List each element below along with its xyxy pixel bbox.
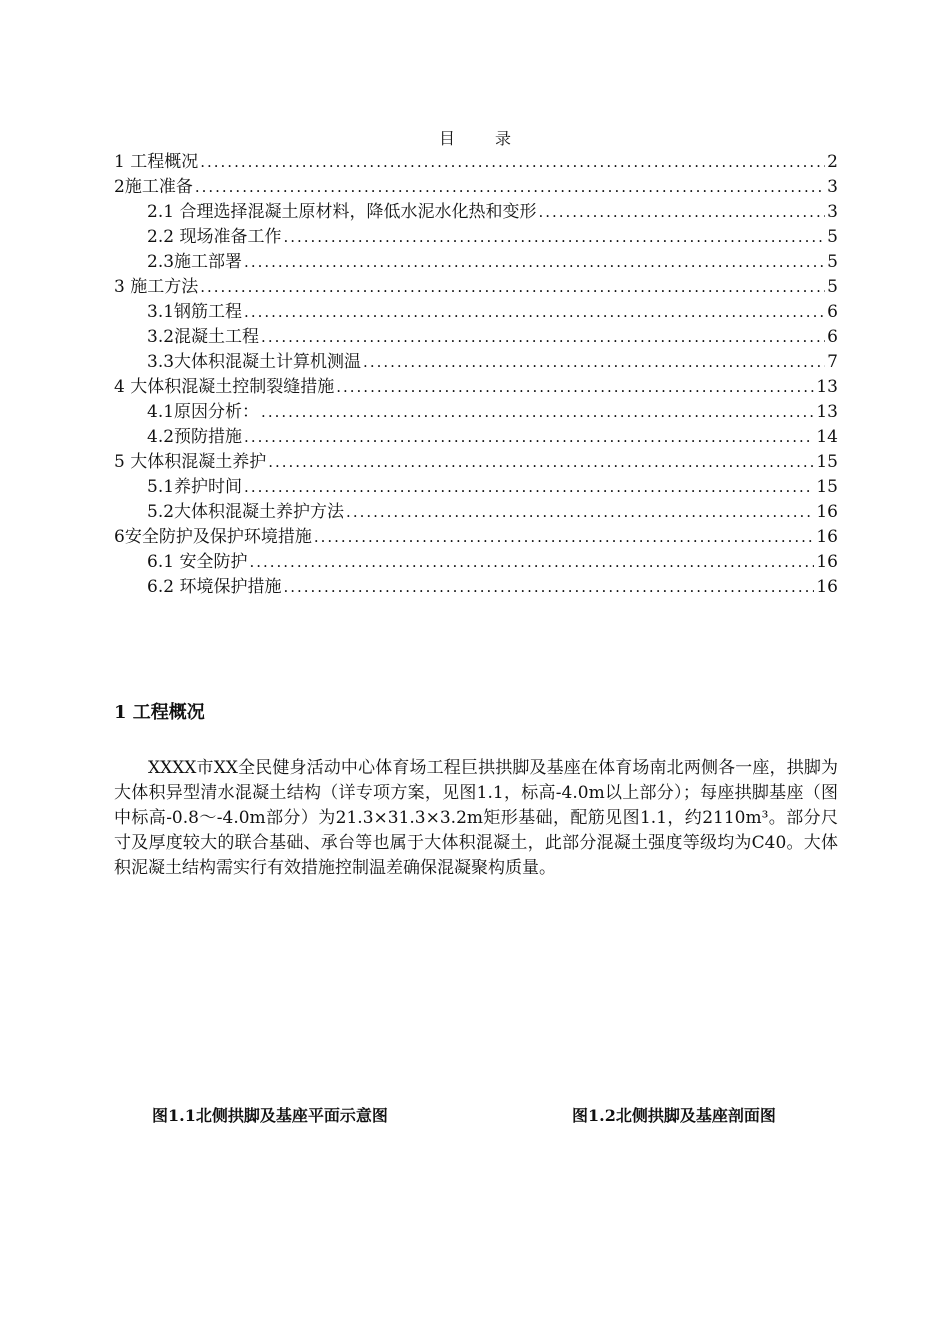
toc-leader-dots — [200, 275, 825, 300]
toc-leader-dots — [244, 425, 814, 450]
toc-entry-label: 5.2大体积混凝土养护方法 — [147, 502, 345, 522]
toc-leader-dots — [314, 525, 815, 550]
toc-entry[interactable] — [114, 375, 838, 400]
toc-entry-label: 2施工准备 — [114, 177, 193, 197]
toc-entry-page: 15 — [816, 477, 838, 497]
toc-entry[interactable] — [114, 550, 838, 575]
toc-leader-dots — [346, 500, 814, 525]
toc-entry-page: 5 — [827, 277, 838, 297]
toc-entry[interactable] — [114, 200, 838, 225]
table-of-contents — [114, 150, 838, 600]
toc-entry[interactable] — [114, 275, 838, 300]
figure-caption-plan: 图1.1北侧拱脚及基座平面示意图 — [152, 1106, 388, 1125]
toc-entry[interactable] — [114, 425, 838, 450]
toc-entry[interactable] — [114, 300, 838, 325]
toc-entry-page: 7 — [827, 352, 838, 372]
toc-entry-label: 5 大体积混凝土养护 — [114, 452, 267, 472]
toc-entry-label: 3 施工方法 — [114, 277, 199, 297]
toc-entry-page: 16 — [816, 577, 838, 597]
toc-entry[interactable] — [114, 175, 838, 200]
body-paragraph: XXXX市XX全民健身活动中心体育场工程巨拱拱脚及基座在体育场南北两侧各一座，拱脚为大体积异型清水混凝土结构（详专项方案，见图1.1，标高-4.0m以上部分）；每座拱脚基座（图中标高-0.8～-4.0m部分）为21.3×31.3×3.2m矩形基础，配筋见图1.1，约2110m³。部分尺寸及厚度较大的联合基础、承台等也属于大体积混凝土，此部分混凝土强度等级均为C40。大体积泥凝土结构需实行有效措施控制温差确保混凝聚构质量。 — [114, 758, 838, 878]
toc-entry-page: 16 — [816, 502, 838, 522]
toc-leader-dots — [200, 150, 825, 175]
toc-title-char: 录 — [495, 129, 512, 148]
toc-entry[interactable] — [114, 150, 838, 175]
toc-entry-label: 3.3大体积混凝土计算机测温 — [147, 352, 362, 372]
toc-entry-page: 15 — [816, 452, 838, 472]
toc-title-char: 目 — [438, 129, 455, 148]
toc-entry-page: 13 — [816, 402, 838, 422]
toc-entry-page: 13 — [816, 377, 838, 397]
toc-entry-page: 2 — [827, 152, 838, 172]
toc-entry-label: 2.2 现场准备工作 — [147, 227, 282, 247]
toc-entry[interactable] — [114, 450, 838, 475]
toc-entry[interactable] — [114, 400, 838, 425]
toc-entry-label: 4.1原因分析： — [147, 402, 260, 422]
toc-entry-page: 5 — [827, 252, 838, 272]
toc-entry[interactable] — [114, 475, 838, 500]
toc-entry-label: 6安全防护及保护环境措施 — [114, 527, 312, 547]
toc-leader-dots — [261, 400, 814, 425]
toc-title — [0, 126, 950, 149]
toc-entry-label: 6.1 安全防护 — [147, 552, 248, 572]
toc-leader-dots — [268, 450, 814, 475]
figure-caption-section: 图1.2北侧拱脚及基座剖面图 — [572, 1106, 776, 1125]
toc-entry-page: 16 — [816, 527, 838, 547]
toc-leader-dots — [363, 350, 825, 375]
toc-leader-dots — [195, 175, 825, 200]
toc-entry-label: 2.3施工部署 — [147, 252, 243, 272]
toc-entry[interactable] — [114, 250, 838, 275]
toc-leader-dots — [283, 575, 814, 600]
section-heading: 1 工程概况 — [114, 702, 205, 723]
toc-leader-dots — [244, 250, 825, 275]
toc-entry[interactable] — [114, 350, 838, 375]
toc-entry-page: 6 — [827, 302, 838, 322]
toc-entry-label: 3.2混凝土工程 — [147, 327, 260, 347]
toc-entry-label: 6.2 环境保护措施 — [147, 577, 282, 597]
toc-leader-dots — [249, 550, 814, 575]
toc-entry-label: 3.1钢筋工程 — [147, 302, 243, 322]
toc-entry-label: 1 工程概况 — [114, 152, 199, 172]
toc-entry-label: 2.1 合理选择混凝土原材料，降低水泥水化热和变形 — [147, 202, 537, 222]
toc-leader-dots — [336, 375, 814, 400]
toc-entry[interactable] — [114, 325, 838, 350]
toc-entry[interactable] — [114, 525, 838, 550]
toc-entry-page: 5 — [827, 227, 838, 247]
toc-leader-dots — [244, 475, 814, 500]
toc-entry-page: 16 — [816, 552, 838, 572]
toc-entry-page: 3 — [827, 202, 838, 222]
toc-leader-dots — [244, 300, 825, 325]
toc-entry[interactable] — [114, 500, 838, 525]
toc-entry-label: 5.1养护时间 — [147, 477, 243, 497]
toc-entry-page: 14 — [816, 427, 838, 447]
toc-leader-dots — [261, 325, 825, 350]
toc-leader-dots — [538, 200, 825, 225]
toc-leader-dots — [283, 225, 825, 250]
toc-entry[interactable] — [114, 225, 838, 250]
toc-entry-page: 6 — [827, 327, 838, 347]
toc-entry-page: 3 — [827, 177, 838, 197]
toc-entry-label: 4.2预防措施 — [147, 427, 243, 447]
toc-entry[interactable] — [114, 575, 838, 600]
toc-entry-label: 4 大体积混凝土控制裂缝措施 — [114, 377, 335, 397]
